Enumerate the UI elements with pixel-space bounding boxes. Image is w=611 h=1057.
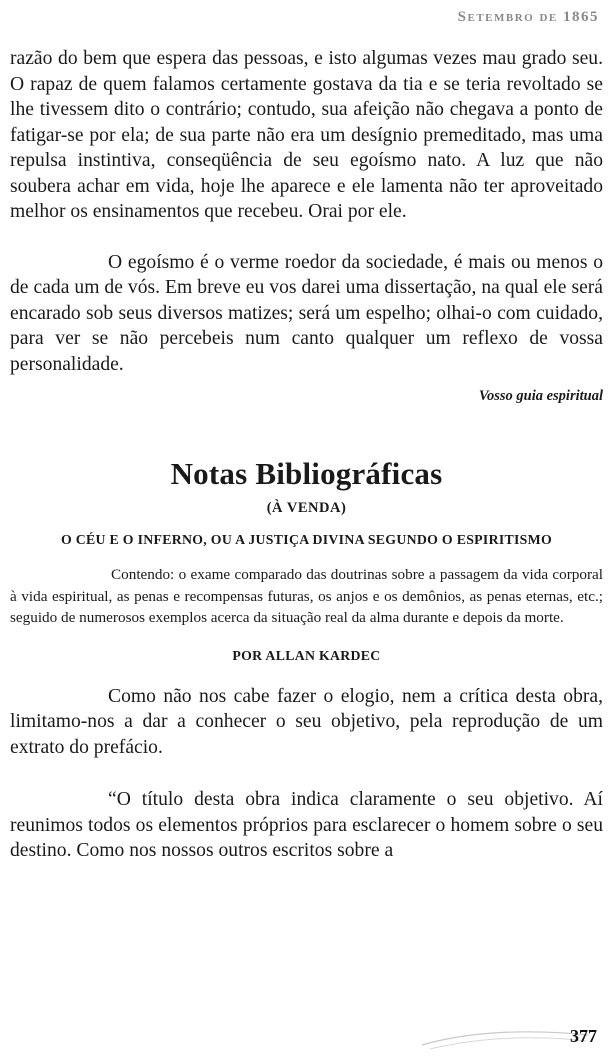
paragraph-3: Como não nos cabe fazer o elogio, nem a crítica desta obra, limitamo-nos a dar a conhecer o seu objetivo, pela reprodução de um extrato do prefácio. xyxy=(10,685,603,758)
book-title: O CÉU E O INFERNO, OU A JUSTIÇA DIVINA SEGUNDO O ESPIRITISMO xyxy=(60,532,552,547)
section-subtitle: (À VENDA) xyxy=(266,500,347,516)
paragraph-4: “O título desta obra indica claramente o seu objetivo. Aí reunimos todos os elementos próprios para esclarecer o homem sobre o seu destino. Como nos nossos outros escritos sobre a xyxy=(10,789,603,862)
section-title: Notas Bibliográficas xyxy=(170,456,443,491)
running-header: Setembro de 1865 xyxy=(457,9,599,25)
page-number: 377 xyxy=(570,1026,597,1046)
paragraph-1: razão do bem que espera das pessoas, e isto algumas vezes mau grado seu. O rapaz de quem falamos certamente gostava da tia e se teria revoltado se lhe tivessem dito o contrário; contudo, sua afeição não chegava a ponto de fatigar-se por ela; de sua parte não era um desígnio premeditado, mas uma repulsa instintiva, conseqüência de seu egoísmo nato. A luz que não soubera achar em vida, hoje lhe aparece e ele lamenta não ter aproveitado melhor os ensinamentos que recebeu. Orai por ele. xyxy=(10,48,603,222)
page-content xyxy=(10,46,603,864)
book-summary: Contendo: o exame comparado das doutrinas sobre a passagem da vida corporal à vida espiritual, as penas e recompensas futuras, os anjos e os demônios, as penas eternas, etc.; seguido de numerosos exemplos acerca da situação real da alma durante e depois da morte. xyxy=(10,566,603,627)
signature: Vosso guia espiritual xyxy=(478,388,603,404)
book-author: POR ALLAN KARDEC xyxy=(232,647,381,663)
paragraph-2: O egoísmo é o verme roedor da sociedade, é mais ou menos o de cada um de vós. Em breve eu vos darei uma dissertação, na qual ele será encarado sob seus diversos matizes; será um espelho; olhai-o com cuidado, para ver se não percebeis num canto qualquer um reflexo de vossa personalidade. xyxy=(10,251,603,375)
footer-swoosh-ornament xyxy=(420,1025,590,1051)
